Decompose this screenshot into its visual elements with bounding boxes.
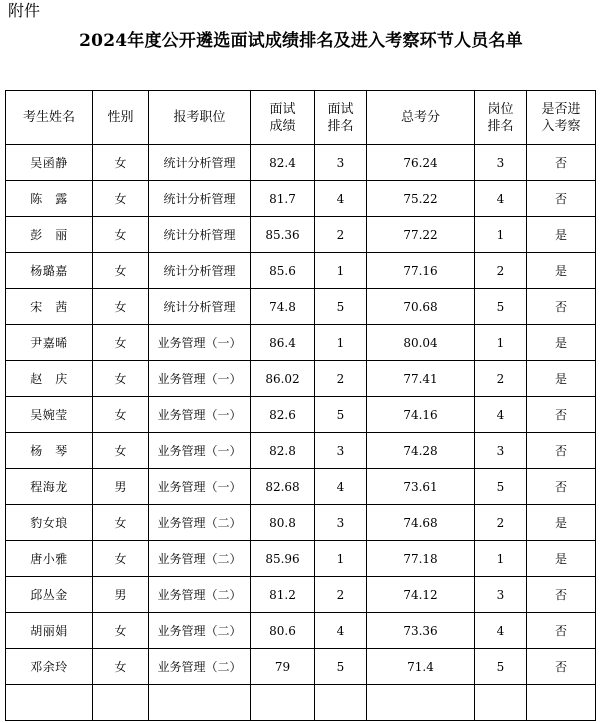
cell-position: 统计分析管理	[149, 253, 251, 289]
cell-position: 业务管理（一）	[149, 433, 251, 469]
table-row	[6, 181, 596, 217]
cell-gender: 女	[93, 433, 149, 469]
cell-total-score: 73.36	[367, 613, 475, 649]
cell-position: 业务管理（一）	[149, 469, 251, 505]
cell-name: 杨 琴	[6, 433, 93, 469]
cell-interview-rank: 3	[315, 433, 367, 469]
cell-name: 吴婉莹	[6, 397, 93, 433]
cell-interview-rank: 5	[315, 649, 367, 685]
table-row	[6, 289, 596, 325]
cell-post-rank: 4	[475, 613, 527, 649]
cell-position: 统计分析管理	[149, 181, 251, 217]
table-row	[6, 397, 596, 433]
cell-gender: 女	[93, 253, 149, 289]
cell-name: 尹嘉晞	[6, 325, 93, 361]
cell-interview-rank: 5	[315, 397, 367, 433]
cell-name: 豹女琅	[6, 505, 93, 541]
cell-interview-score: 82.6	[251, 397, 315, 433]
cell-interview-score: 80.8	[251, 505, 315, 541]
cell-name: 吴函静	[6, 145, 93, 181]
cell-interview-score: 86.4	[251, 325, 315, 361]
cell-post-rank: 3	[475, 433, 527, 469]
cell-gender: 女	[93, 325, 149, 361]
cell-gender: 女	[93, 289, 149, 325]
cell-empty	[93, 685, 149, 721]
cell-name: 彭 丽	[6, 217, 93, 253]
cell-interview-rank: 1	[315, 325, 367, 361]
cell-interview-score: 85.36	[251, 217, 315, 253]
table-row-empty	[6, 685, 596, 721]
table-row	[6, 577, 596, 613]
cell-interview-rank: 2	[315, 577, 367, 613]
cell-gender: 女	[93, 505, 149, 541]
cell-interview-score: 80.6	[251, 613, 315, 649]
header-position: 报考职位	[149, 91, 251, 145]
cell-total-score: 71.4	[367, 649, 475, 685]
cell-post-rank: 1	[475, 541, 527, 577]
cell-enter-inspection: 否	[527, 649, 596, 685]
cell-interview-score: 82.68	[251, 469, 315, 505]
cell-total-score: 74.16	[367, 397, 475, 433]
table-row	[6, 325, 596, 361]
header-post-rank: 岗位 排名	[475, 91, 527, 145]
cell-total-score: 77.41	[367, 361, 475, 397]
cell-interview-rank: 3	[315, 145, 367, 181]
cell-enter-inspection: 否	[527, 181, 596, 217]
cell-post-rank: 2	[475, 361, 527, 397]
cell-enter-inspection: 否	[527, 613, 596, 649]
cell-gender: 女	[93, 181, 149, 217]
cell-position: 业务管理（二）	[149, 541, 251, 577]
cell-gender: 女	[93, 217, 149, 253]
results-table	[5, 90, 596, 721]
cell-name: 赵 庆	[6, 361, 93, 397]
cell-name: 杨璐嘉	[6, 253, 93, 289]
cell-enter-inspection: 否	[527, 577, 596, 613]
cell-interview-rank: 2	[315, 217, 367, 253]
table-row	[6, 361, 596, 397]
table-row	[6, 469, 596, 505]
cell-total-score: 77.16	[367, 253, 475, 289]
cell-name: 胡丽娟	[6, 613, 93, 649]
table-row	[6, 541, 596, 577]
cell-gender: 男	[93, 469, 149, 505]
cell-name: 邱丛金	[6, 577, 93, 613]
cell-enter-inspection: 否	[527, 433, 596, 469]
cell-empty	[527, 685, 596, 721]
cell-gender: 女	[93, 145, 149, 181]
cell-interview-score: 82.8	[251, 433, 315, 469]
header-name: 考生姓名	[6, 91, 93, 145]
cell-enter-inspection: 是	[527, 541, 596, 577]
cell-total-score: 73.61	[367, 469, 475, 505]
header-interview-score: 面试 成绩	[251, 91, 315, 145]
cell-gender: 女	[93, 649, 149, 685]
cell-enter-inspection: 是	[527, 253, 596, 289]
cell-position: 业务管理（一）	[149, 361, 251, 397]
cell-position: 业务管理（二）	[149, 505, 251, 541]
cell-name: 程海龙	[6, 469, 93, 505]
cell-interview-rank: 2	[315, 361, 367, 397]
cell-enter-inspection: 否	[527, 145, 596, 181]
cell-enter-inspection: 是	[527, 505, 596, 541]
cell-enter-inspection: 否	[527, 397, 596, 433]
cell-post-rank: 4	[475, 397, 527, 433]
cell-interview-score: 85.6	[251, 253, 315, 289]
cell-position: 业务管理（二）	[149, 613, 251, 649]
cell-post-rank: 2	[475, 505, 527, 541]
cell-empty	[6, 685, 93, 721]
cell-position: 业务管理（一）	[149, 397, 251, 433]
cell-interview-score: 81.2	[251, 577, 315, 613]
cell-gender: 男	[93, 577, 149, 613]
table-row	[6, 505, 596, 541]
cell-gender: 女	[93, 397, 149, 433]
cell-empty	[149, 685, 251, 721]
cell-total-score: 74.12	[367, 577, 475, 613]
header-gender: 性别	[93, 91, 149, 145]
cell-empty	[475, 685, 527, 721]
cell-position: 统计分析管理	[149, 289, 251, 325]
cell-post-rank: 5	[475, 469, 527, 505]
cell-post-rank: 1	[475, 325, 527, 361]
header-total-score: 总考分	[367, 91, 475, 145]
cell-gender: 女	[93, 361, 149, 397]
cell-position: 统计分析管理	[149, 217, 251, 253]
cell-post-rank: 3	[475, 577, 527, 613]
cell-interview-score: 81.7	[251, 181, 315, 217]
document-title: 2024年度公开遴选面试成绩排名及进入考察环节人员名单	[79, 31, 523, 51]
header-enter-inspection: 是否进 入考察	[527, 91, 596, 145]
cell-interview-rank: 5	[315, 289, 367, 325]
cell-interview-score: 82.4	[251, 145, 315, 181]
cell-name: 唐小雅	[6, 541, 93, 577]
table-row	[6, 253, 596, 289]
cell-total-score: 80.04	[367, 325, 475, 361]
cell-empty	[251, 685, 315, 721]
cell-position: 统计分析管理	[149, 145, 251, 181]
cell-interview-score: 79	[251, 649, 315, 685]
cell-interview-score: 74.8	[251, 289, 315, 325]
cell-total-score: 77.22	[367, 217, 475, 253]
cell-position: 业务管理（一）	[149, 325, 251, 361]
cell-gender: 女	[93, 541, 149, 577]
cell-interview-rank: 1	[315, 253, 367, 289]
table-row	[6, 613, 596, 649]
cell-interview-rank: 1	[315, 541, 367, 577]
table-row	[6, 433, 596, 469]
cell-interview-rank: 4	[315, 613, 367, 649]
cell-post-rank: 4	[475, 181, 527, 217]
cell-interview-rank: 4	[315, 469, 367, 505]
cell-post-rank: 3	[475, 145, 527, 181]
cell-empty	[315, 685, 367, 721]
cell-total-score: 76.24	[367, 145, 475, 181]
table-row	[6, 217, 596, 253]
cell-total-score: 74.28	[367, 433, 475, 469]
cell-enter-inspection: 是	[527, 361, 596, 397]
cell-post-rank: 5	[475, 649, 527, 685]
cell-total-score: 77.18	[367, 541, 475, 577]
cell-enter-inspection: 是	[527, 325, 596, 361]
cell-empty	[367, 685, 475, 721]
table-row	[6, 145, 596, 181]
cell-interview-score: 86.02	[251, 361, 315, 397]
cell-position: 业务管理（二）	[149, 649, 251, 685]
cell-post-rank: 5	[475, 289, 527, 325]
cell-enter-inspection: 是	[527, 217, 596, 253]
cell-position: 业务管理（二）	[149, 577, 251, 613]
table-header-row	[6, 91, 596, 145]
cell-name: 邓余玲	[6, 649, 93, 685]
cell-gender: 女	[93, 613, 149, 649]
header-interview-rank: 面试 排名	[315, 91, 367, 145]
cell-enter-inspection: 否	[527, 469, 596, 505]
cell-post-rank: 2	[475, 253, 527, 289]
cell-name: 陈 露	[6, 181, 93, 217]
cell-interview-score: 85.96	[251, 541, 315, 577]
table-row	[6, 649, 596, 685]
cell-total-score: 70.68	[367, 289, 475, 325]
cell-interview-rank: 3	[315, 505, 367, 541]
cell-interview-rank: 4	[315, 181, 367, 217]
cell-total-score: 75.22	[367, 181, 475, 217]
attachment-label: 附件	[8, 1, 41, 20]
cell-total-score: 74.68	[367, 505, 475, 541]
cell-name: 宋 茜	[6, 289, 93, 325]
cell-post-rank: 1	[475, 217, 527, 253]
cell-enter-inspection: 否	[527, 289, 596, 325]
